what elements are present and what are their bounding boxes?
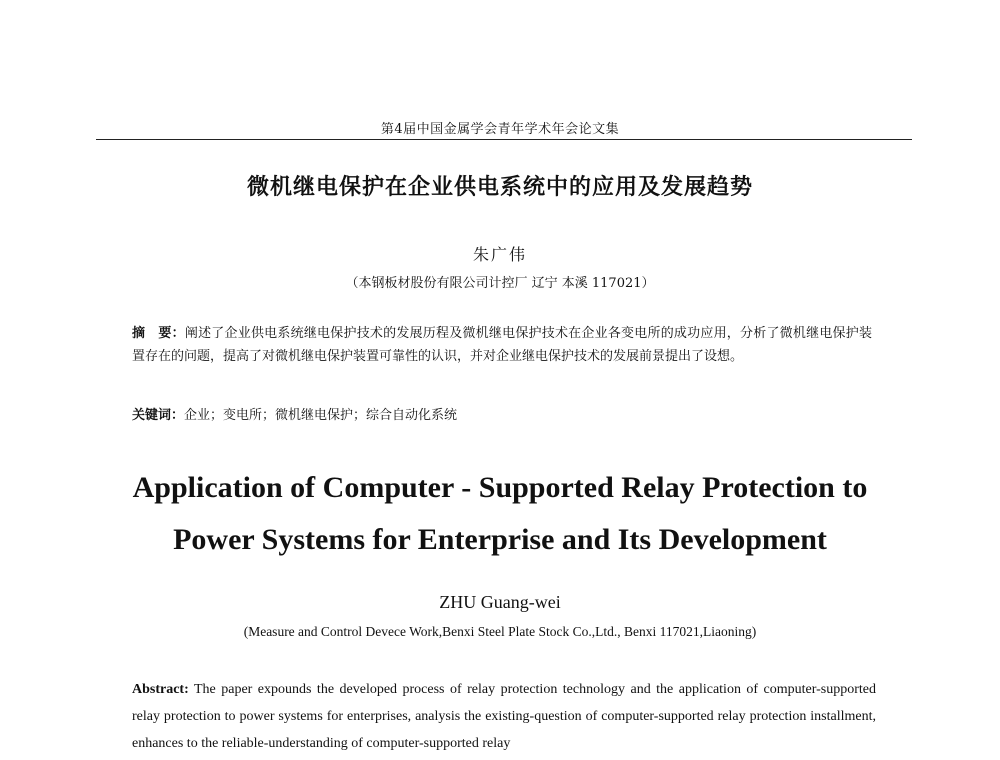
english-abstract bbox=[132, 676, 876, 757]
chinese-title: 微机继电保护在企业供电系统中的应用及发展趋势 bbox=[246, 175, 753, 200]
english-abstract-label: Abstract: bbox=[132, 682, 189, 697]
chinese-abstract bbox=[132, 322, 872, 368]
chinese-keywords-label: 关键词： bbox=[132, 408, 185, 423]
chinese-abstract-text: 阐述了企业供电系统继电保护技术的发展历程及微机继电保护技术在企业各变电所的成功应用，分析了微机继电保护装置存在的问题，提高了对微机继电保护装置可靠性的认识，并对企业继电保护技术的发展前景提出了设想。 bbox=[132, 326, 872, 364]
english-author: ZHU Guang-wei bbox=[439, 592, 561, 612]
chinese-affiliation: （本钢板材股份有限公司计控厂 辽宁 本溪 117021） bbox=[345, 276, 655, 291]
english-affiliation: (Measure and Control Devece Work,Benxi Steel Plate Stock Co.,Ltd., Benxi 117021,Liaoning) bbox=[243, 624, 757, 639]
header-rule bbox=[96, 139, 912, 140]
chinese-author: 朱广伟 bbox=[472, 245, 527, 264]
chinese-keywords bbox=[132, 406, 872, 426]
english-abstract-text: The paper expounds the developed process of relay protection technology and the application of computer-supported relay protection to power systems for enterprises, analysis the existing-question of computer-supported relay protection installment, enhances to the reliable-understanding of computer-supported relay bbox=[132, 682, 877, 751]
english-title: Application of Computer - Supported Relay Protection to Power Systems for Enterprise and Its Development bbox=[132, 471, 868, 556]
chinese-keywords-text: 企业；变电所；微机继电保护；综合自动化系统 bbox=[184, 408, 458, 423]
chinese-abstract-label: 摘 要： bbox=[132, 326, 185, 341]
running-header: 第4届中国金属学会青年学术年会论文集 bbox=[380, 122, 620, 137]
